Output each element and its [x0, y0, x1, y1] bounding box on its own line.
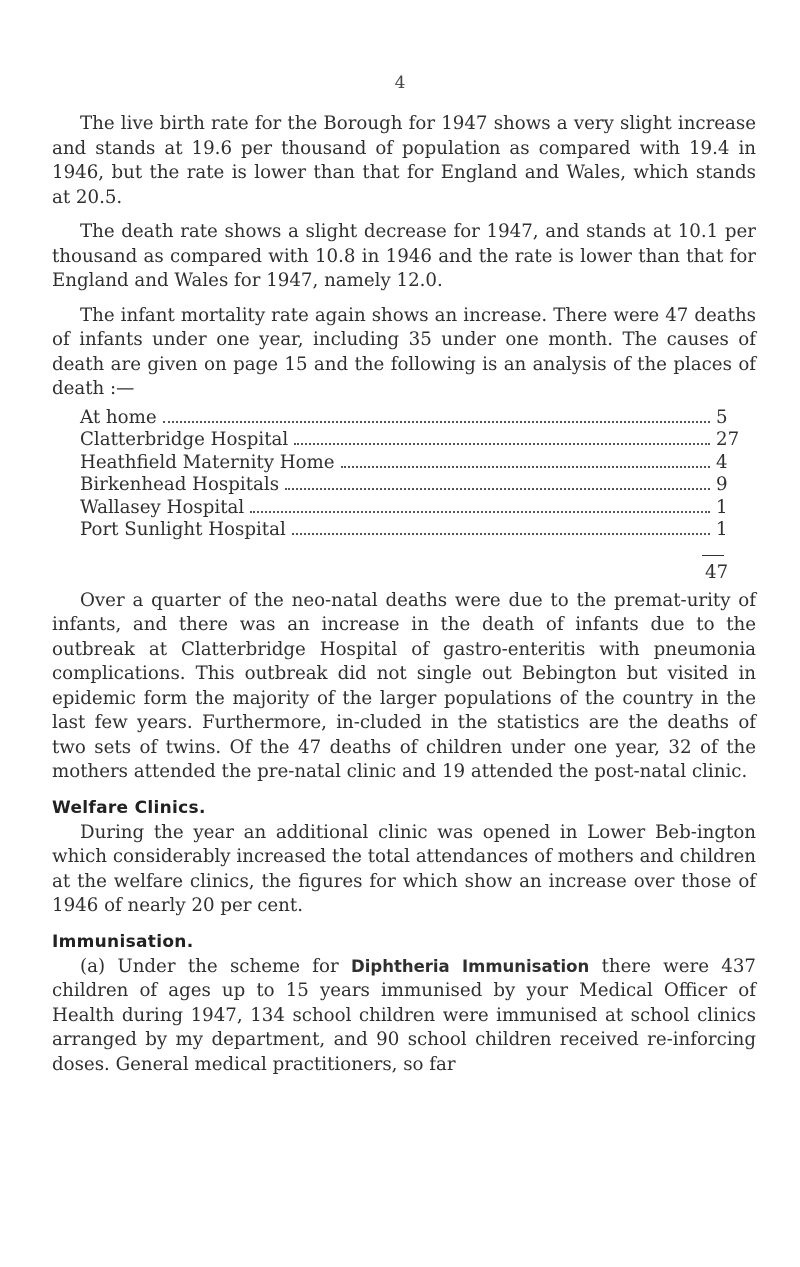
diphtheria-immunisation-term: Diphtheria Immunisation [351, 956, 590, 976]
place-name: Port Sunlight Hospital [80, 519, 286, 540]
dot-leader [163, 421, 710, 423]
list-item [80, 518, 744, 541]
dot-leader [341, 466, 710, 468]
place-count: 9 [716, 474, 728, 495]
list-item [80, 473, 744, 496]
place-name: At home [80, 406, 157, 428]
place-name: Clatterbridge Hospital [80, 429, 289, 450]
dot-leader [285, 488, 710, 490]
paragraph-immunisation [52, 955, 756, 1078]
immunisation-text-rest: there were 437 children of ages up to 15 years immunised by your Medical Officer of Health during 1947, 134 school children were immunised at school clinics arranged by my department, and 90 school children received re-inforcing doses. General medical practitioners, so far [52, 955, 757, 1075]
place-name: Wallasey Hospital [80, 496, 245, 518]
place-count: 27 [716, 429, 740, 450]
report-body [52, 112, 756, 1077]
places-total: 47 [705, 561, 729, 583]
welfare-section [52, 795, 756, 919]
page-number: 4 [394, 73, 406, 93]
places-total-block [52, 541, 744, 589]
dot-leader [292, 533, 710, 535]
list-item [80, 428, 744, 451]
paragraph-death-rate: The death rate shows a slight decrease for 1947, and stands at 10.1 per thousand as compared with 10.8 in 1946 and the rate is lower than that for England and Wales for 1947, namely 12.0. [52, 221, 756, 291]
place-count: 5 [716, 406, 728, 428]
paragraph-welfare: During the year an additional clinic was opened in Lower Beb-ington which considerably increased the total attendances of mothers and children at the welfare clinics, the figures for which show an increase over those of 1946 of nearly 20 per cent. [52, 821, 756, 916]
dot-leader [250, 511, 710, 513]
paragraph-birth-rate: The live birth rate for the Borough for 1947 shows a very slight increase and stands at 19.6 per thousand of population as compared with 19.4 in 1946, but the rate is lower than that for England and Wales, which stands at 20.5. [52, 113, 756, 208]
list-item [80, 406, 744, 429]
paragraph-neonatal: Over a quarter of the neo-natal deaths were due to the premat-urity of infants, and there was an increase in the death of infants due to the outbreak at Clatterbridge Hospital of gastro-enteritis with pneumonia complications. This outbreak did not single out Bebington but visited in epidemic form the majority of the larger populations of the country in the last few years. Furthermore, in-cluded in the statistics are the deaths of two sets of twins. Of the 47 deaths of children under one year, 32 of the mothers attended the pre-natal clinic and 19 attended the post-natal clinic. [52, 589, 756, 782]
list-item [80, 496, 744, 519]
immunisation-text-start: (a) Under the scheme for [80, 955, 352, 977]
place-name: Birkenhead Hospitals [80, 474, 280, 495]
places-of-death-list [80, 406, 744, 541]
place-count: 4 [716, 451, 728, 473]
place-count: 1 [716, 519, 728, 540]
total-rule [702, 555, 724, 556]
place-count: 1 [716, 496, 728, 518]
immunisation-heading: Immunisation. [52, 931, 194, 952]
immunisation-section [52, 929, 756, 1078]
dot-leader [294, 443, 710, 445]
list-item [80, 451, 744, 474]
welfare-heading: Welfare Clinics. [52, 797, 206, 818]
place-name: Heathfield Maternity Home [80, 451, 335, 473]
paragraph-infant-mortality: The infant mortality rate again shows an increase. There were 47 deaths of infants under one year, including 35 under one month. The causes of death are given on page 15 and the following is an analysis of the places of death :— [52, 304, 756, 399]
